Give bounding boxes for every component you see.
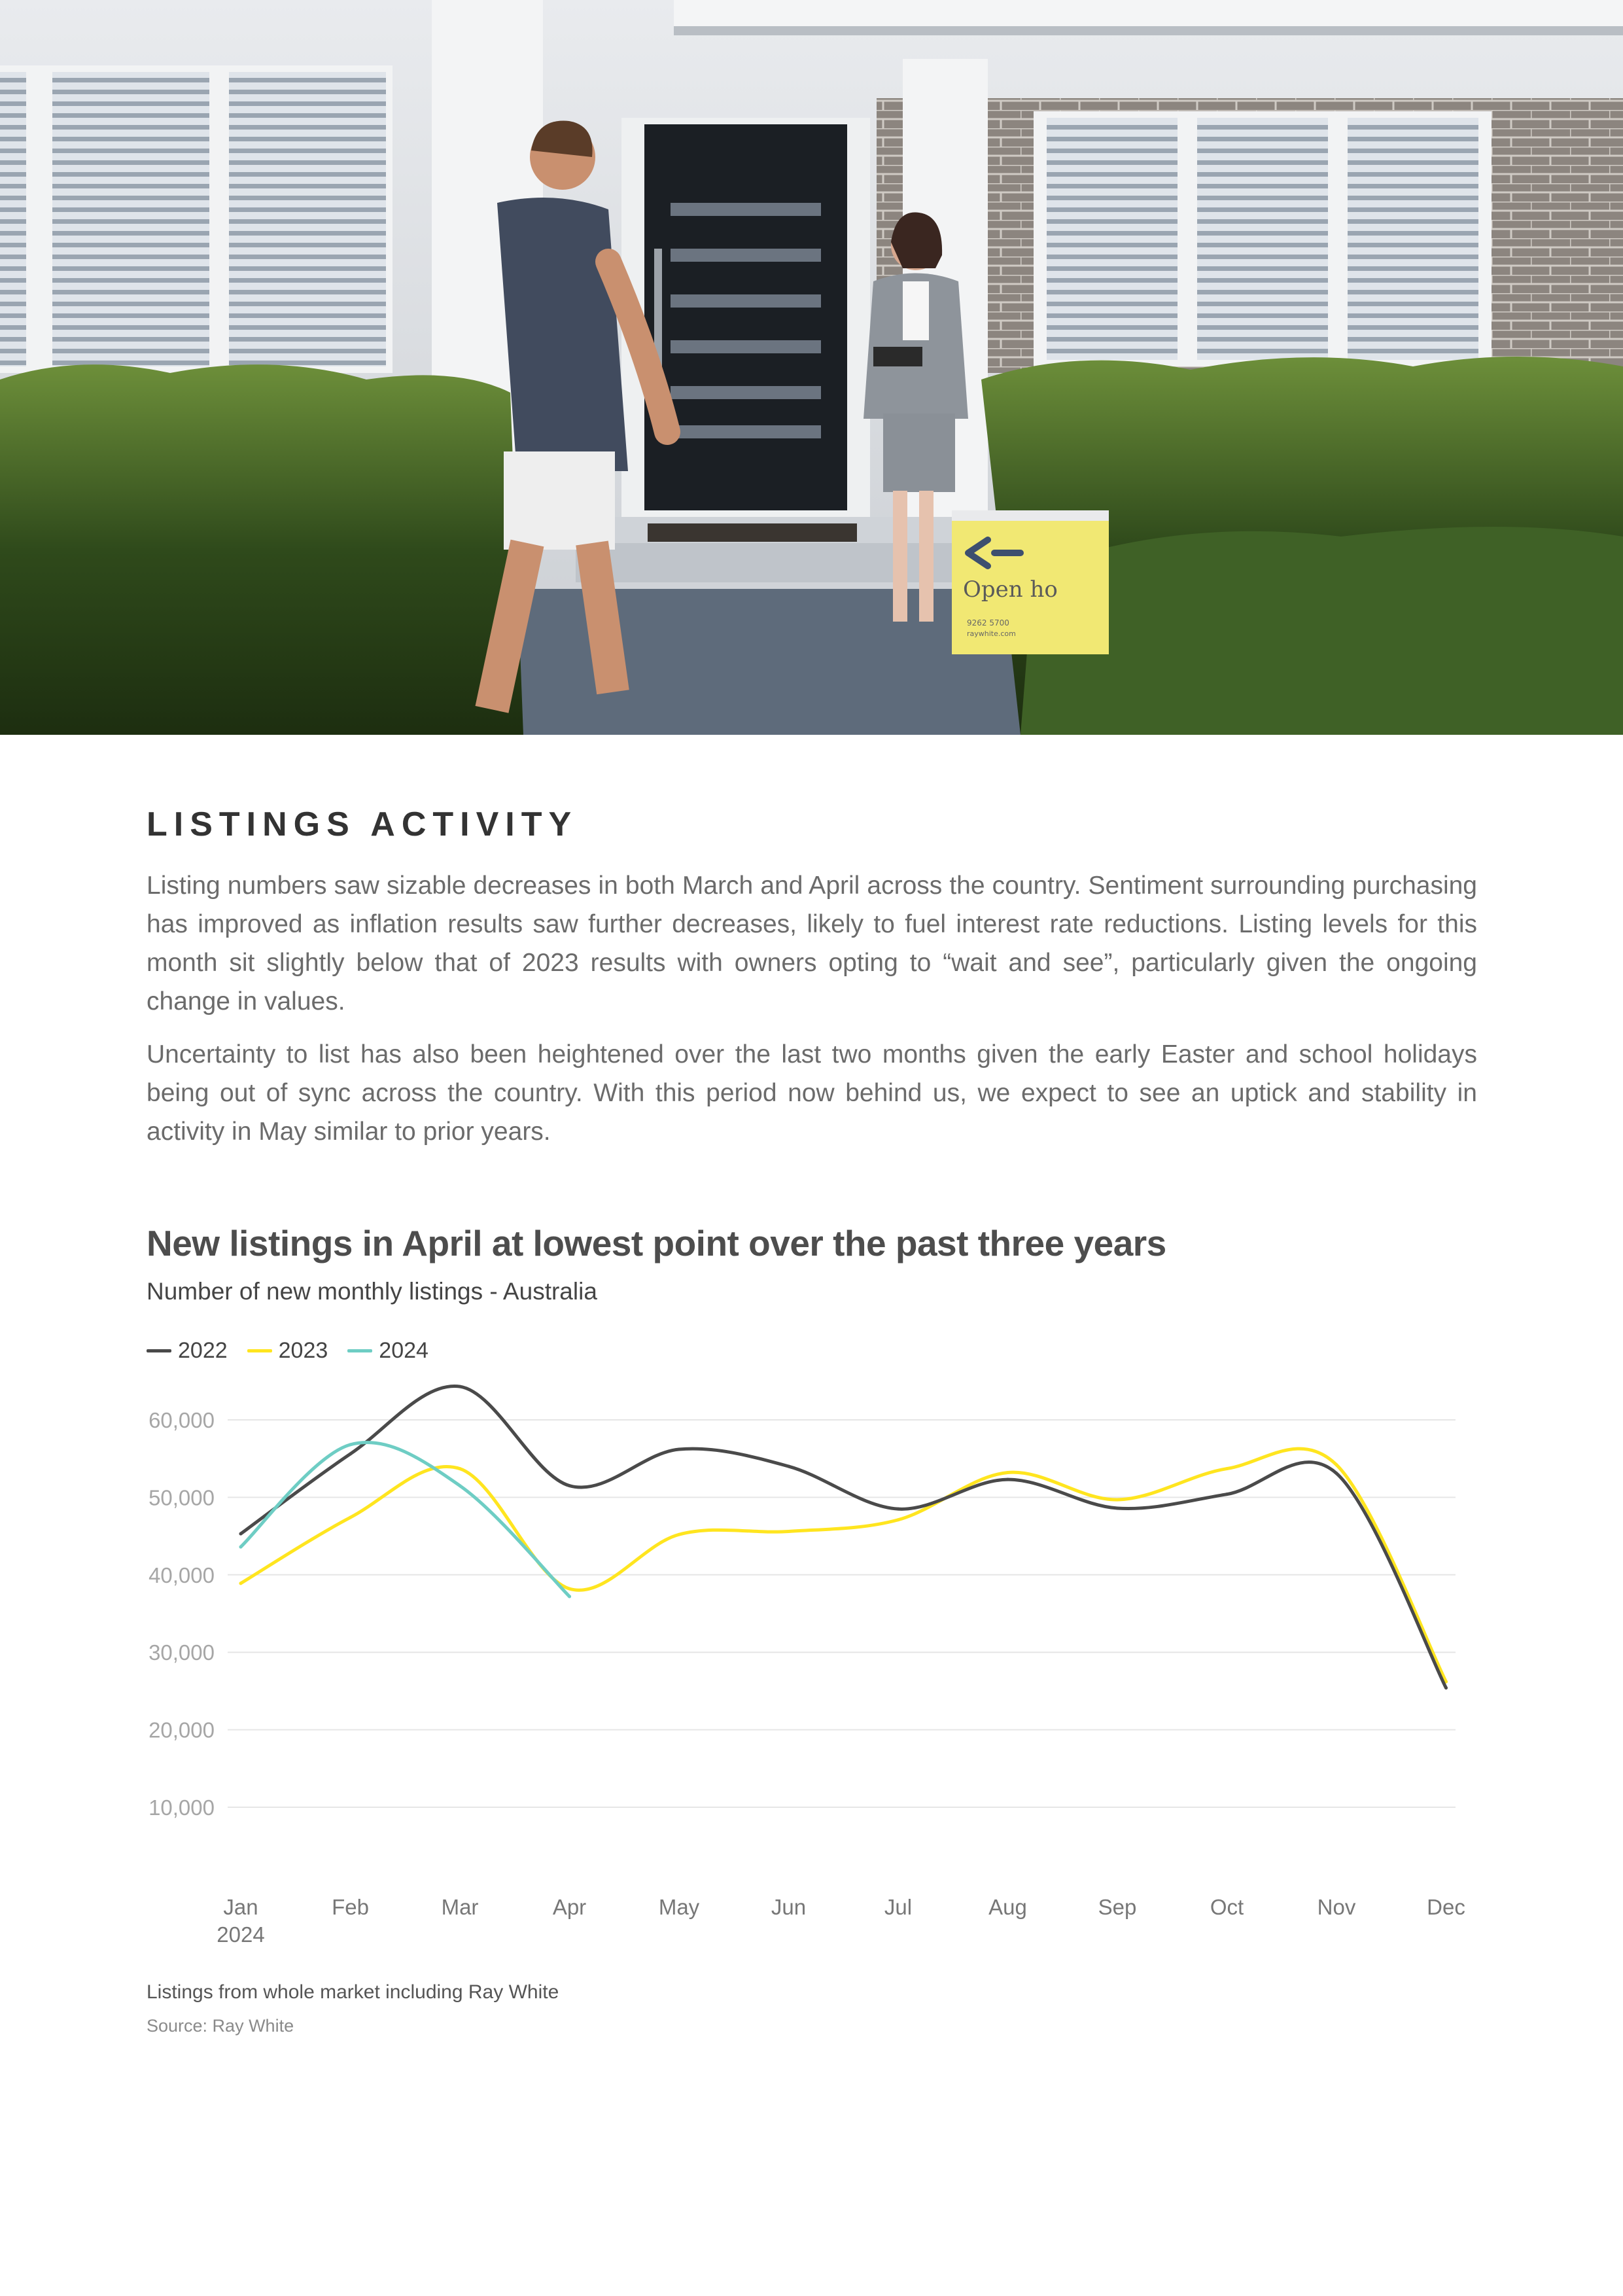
series-line-2024	[241, 1442, 570, 1597]
data-point-2023	[568, 1587, 571, 1591]
series-line-2023	[241, 1449, 1446, 1682]
chart-footnote: Listings from whole market including Ray White	[147, 1981, 559, 2003]
data-point-2022	[239, 1532, 243, 1536]
data-point-2022	[349, 1453, 352, 1456]
sign-phone: 9262 5700	[967, 618, 1009, 627]
y-tick-label: 40,000	[148, 1563, 215, 1587]
data-point-2022	[459, 1385, 462, 1388]
x-tick-label: Jul	[884, 1895, 913, 1919]
x-tick-label: Sep	[1098, 1895, 1137, 1919]
legend-label-2023: 2023	[278, 1338, 328, 1363]
data-point-2023	[1006, 1471, 1009, 1474]
data-point-2022	[678, 1447, 681, 1451]
y-tick-label: 50,000	[148, 1485, 215, 1510]
x-tick-label: May	[658, 1895, 700, 1919]
data-point-2022	[897, 1508, 900, 1511]
chart-source: Source: Ray White	[147, 2016, 294, 2036]
body-paragraph-2: Uncertainty to list has also been heightened over the last two months given the early Easter and school holidays being out of sync across the country. With this period now behind us, we expect to see an uptick and stability in activity in May similar to prior years.	[147, 1040, 1477, 1146]
x-tick-sublabel: 2024	[217, 1922, 265, 1947]
x-tick-label: Jun	[771, 1895, 807, 1919]
y-tick-label: 60,000	[148, 1408, 215, 1432]
chart-title: New listings in April at lowest point over the past three years	[147, 1223, 1166, 1263]
data-point-2022	[1006, 1478, 1009, 1481]
x-tick-label: Mar	[441, 1895, 479, 1919]
data-point-2023	[349, 1516, 352, 1519]
data-point-2023	[787, 1530, 790, 1533]
sign-url: raywhite.com	[967, 629, 1016, 638]
x-tick-label: Dec	[1427, 1895, 1465, 1919]
x-tick-label: Nov	[1317, 1895, 1356, 1919]
data-point-2022	[1225, 1492, 1229, 1496]
x-tick-label: Jan	[223, 1895, 258, 1919]
data-point-2023	[1116, 1498, 1119, 1501]
data-point-2022	[568, 1484, 571, 1487]
sign-text: Open ho	[963, 576, 1058, 603]
y-tick-label: 20,000	[148, 1718, 215, 1742]
data-point-2022	[1116, 1506, 1119, 1510]
data-point-2022	[787, 1465, 790, 1468]
data-point-2023	[1335, 1463, 1338, 1466]
data-point-2024	[459, 1484, 462, 1487]
data-point-2023	[678, 1533, 681, 1536]
data-point-2024	[239, 1545, 243, 1549]
body-paragraph-1: Listing numbers saw sizable decreases in both March and April across the country. Sentiment surrounding purchasing has improved as inflation results saw further decreases, likely to fuel interest rate reductions. Listing levels for this month sit slightly below that of 2023 results with owners opting to “wait and see”, particularly given the ongoing change in values.	[147, 872, 1477, 1016]
x-tick-label: Aug	[988, 1895, 1027, 1919]
section-heading: LISTINGS ACTIVITY	[147, 805, 578, 843]
data-point-2023	[239, 1581, 243, 1585]
series-line-2022	[241, 1386, 1446, 1687]
data-point-2022	[1335, 1472, 1338, 1475]
y-tick-label: 10,000	[148, 1795, 215, 1820]
data-point-2024	[349, 1443, 352, 1446]
data-point-2023	[1225, 1467, 1229, 1470]
data-point-2023	[897, 1518, 900, 1521]
legend-label-2024: 2024	[379, 1338, 428, 1363]
legend-label-2022: 2022	[178, 1338, 228, 1363]
x-tick-label: Feb	[332, 1895, 369, 1919]
data-point-2023	[459, 1467, 462, 1470]
x-tick-label: Oct	[1210, 1895, 1244, 1919]
data-point-2022	[1444, 1686, 1448, 1689]
x-tick-label: Apr	[552, 1895, 587, 1919]
y-tick-label: 30,000	[148, 1640, 215, 1665]
chart-subtitle: Number of new monthly listings - Australia	[147, 1278, 597, 1305]
data-point-2024	[568, 1595, 571, 1598]
